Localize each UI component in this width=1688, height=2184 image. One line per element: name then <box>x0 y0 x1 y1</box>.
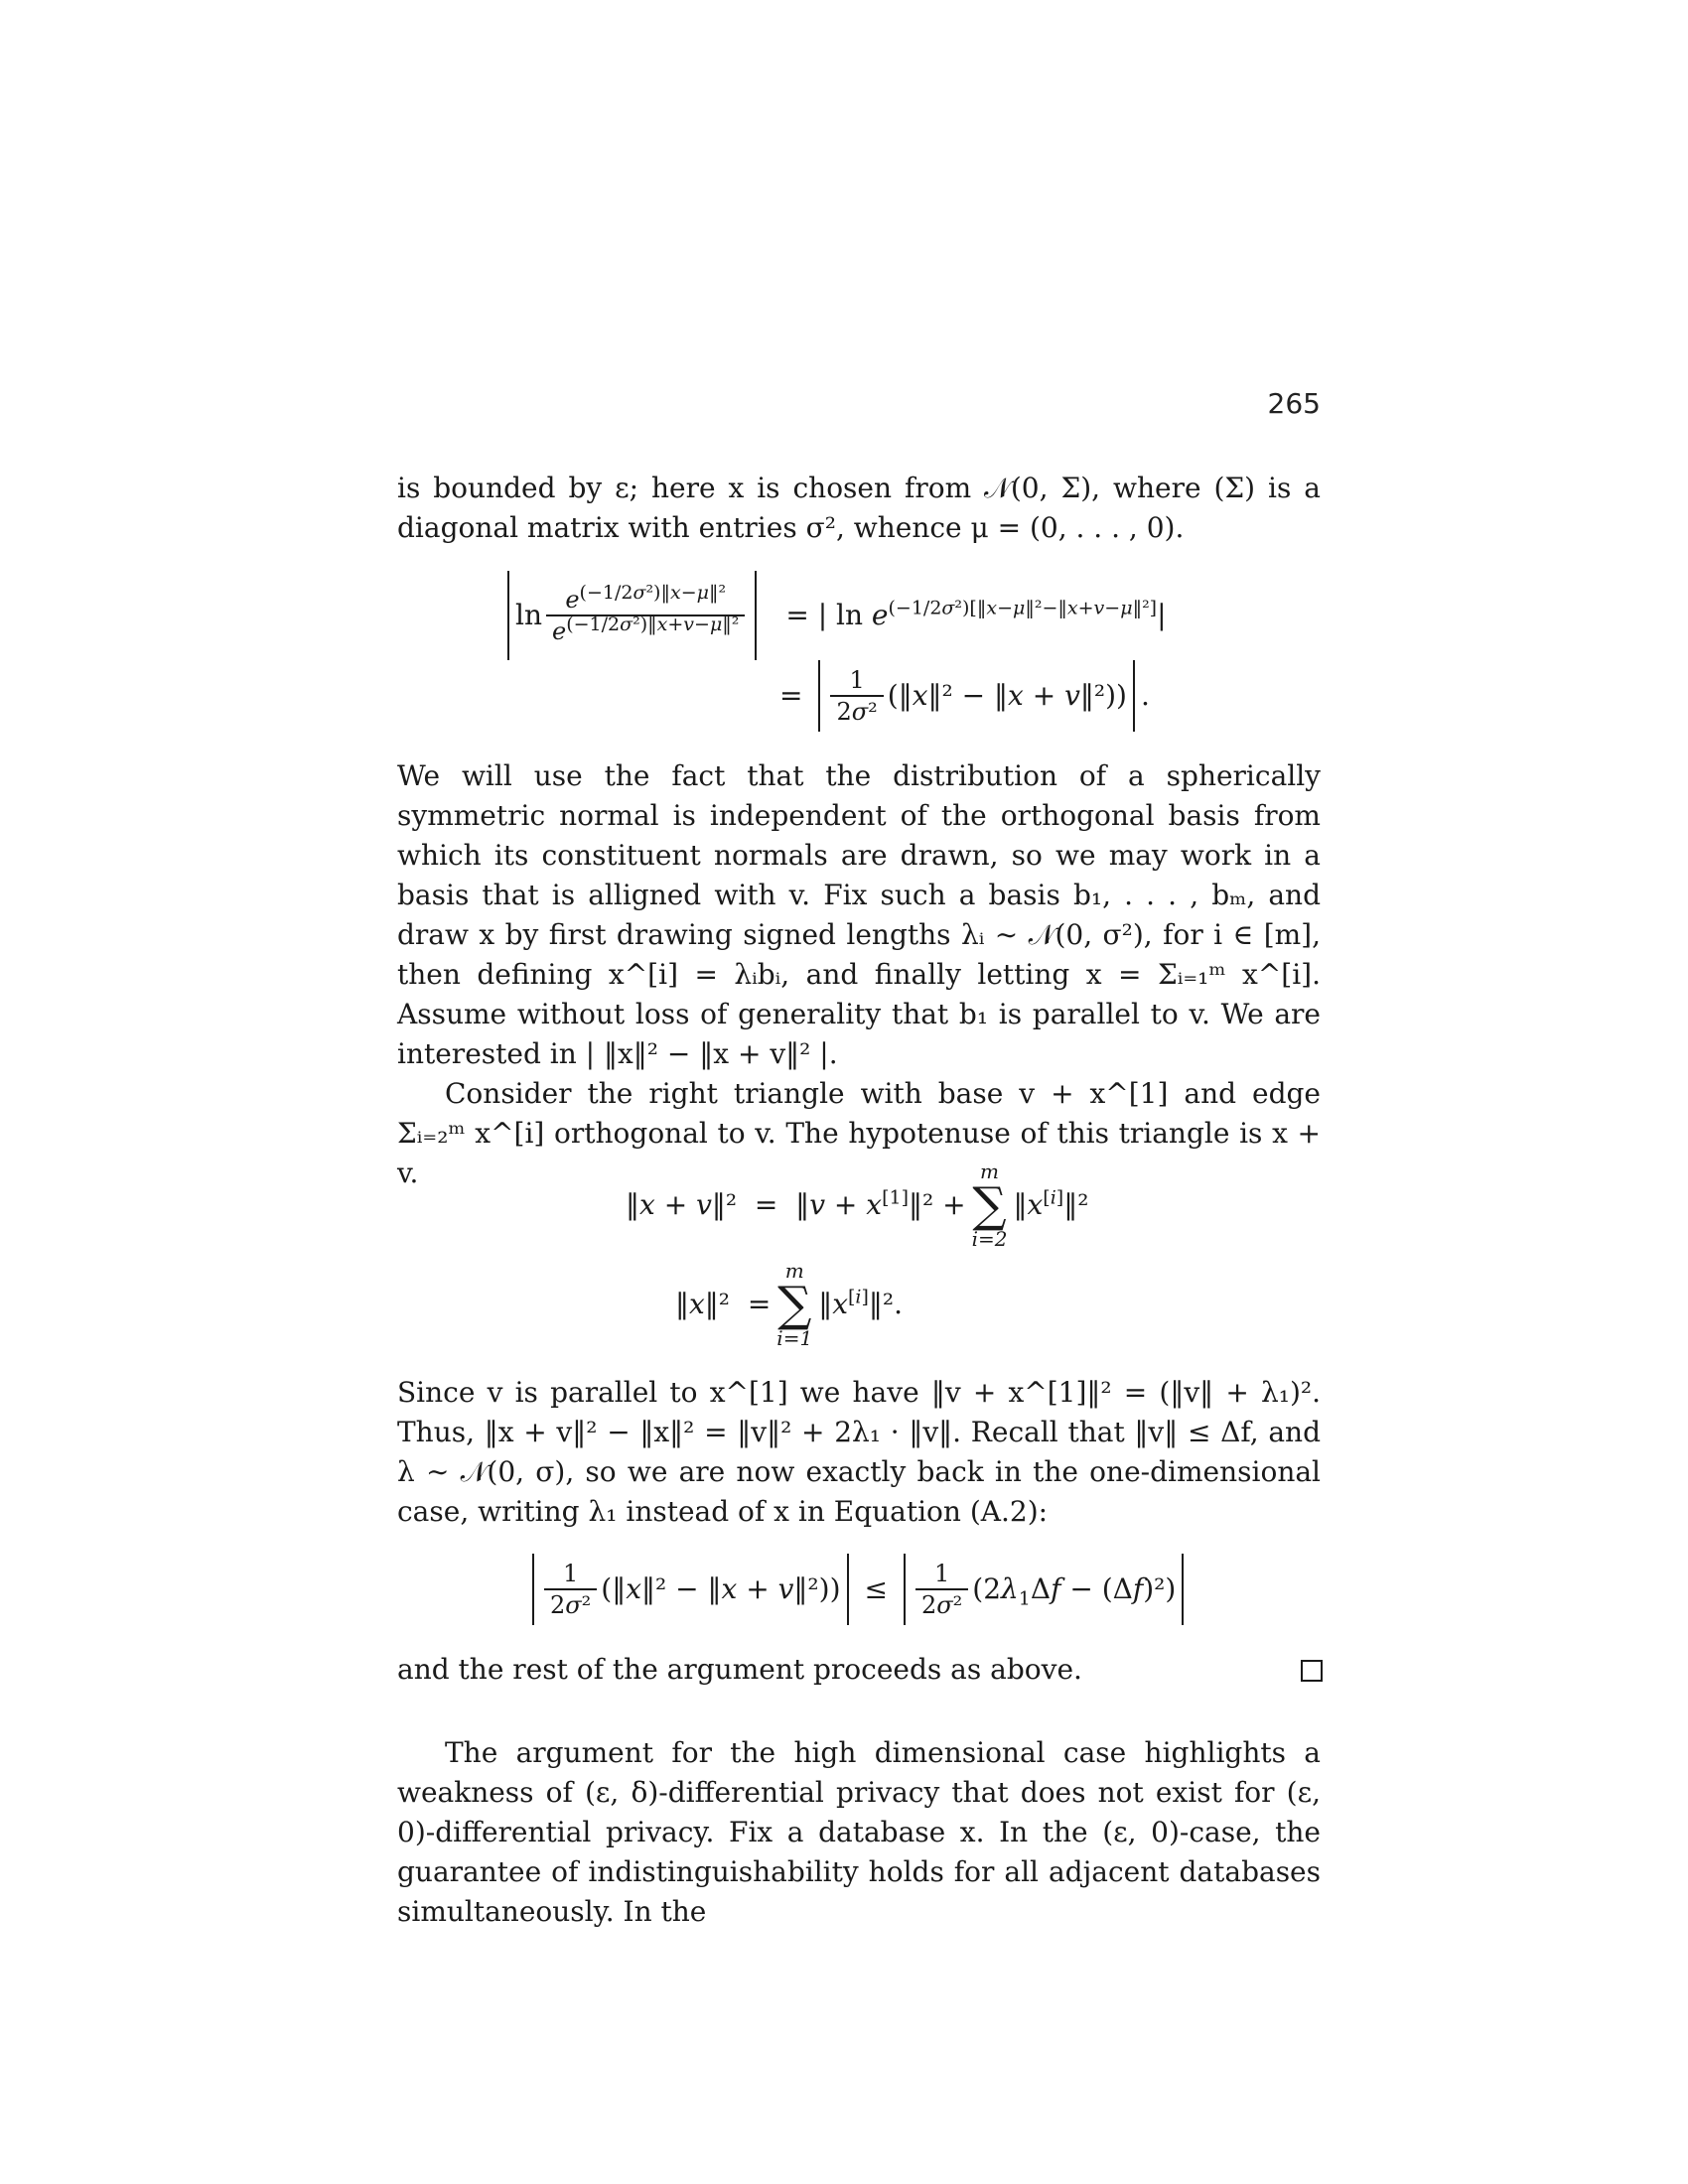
paragraph-4 <box>397 1373 1321 1532</box>
abs-bar <box>1133 660 1135 732</box>
abs-bar <box>1182 1554 1184 1625</box>
paragraph-1-text: is bounded by ε; here x is chosen from 𝒩(0, Σ), where (Σ) is a diagonal matrix with entries σ², whence μ = (0, . . . , 0). <box>397 472 1321 544</box>
equation-hypotenuse: ‖x + v‖² = ‖v + x[1]‖² + m ∑ i=2 ‖x[i]‖² <box>626 1160 1089 1251</box>
paragraph-4-text: Since v is parallel to x^[1] we have ‖v + x^[1]‖² = (‖v‖ + λ₁)². Thus, ‖x + v‖² − ‖x‖² = ‖v‖² + 2λ₁ · ‖v‖. Recall that ‖v‖ ≤ Δf, and λ ∼ 𝒩(0, σ), so we are now exactly back in the one-dimensional case, writing λ₁ instead of x in Equation (A.2): <box>397 1376 1321 1528</box>
paragraph-6-text: The argument for the high dimensional case highlights a weakness of (ε, δ)-differential privacy that does not exist for (ε, 0)-differential privacy. Fix a database x. In the (ε, 0)-case, the guarantee of indistinguishability holds for all adjacent databases simultaneously. In the <box>397 1736 1321 1928</box>
abs-bar <box>847 1554 849 1625</box>
abs-bar <box>904 1554 906 1625</box>
fraction: $\frac{1}{\text{2σ²}}$ <box>915 1562 968 1617</box>
equation-inequality: $\frac{1}{\text{2σ²}}$ (‖x‖² − ‖x + v‖²)) ≤ $\frac{1}{\text{2σ²}}$ $(2\lambda_1\Delta f - (\Delta f)^2)$ <box>526 1554 1190 1625</box>
abs-bar <box>507 571 509 660</box>
paragraph-3-text: Consider the right triangle with base v + x^[1] and edge Σᵢ₌₂ᵐ x^[i] orthogonal to v. The hypotenuse of this triangle is x + v. <box>397 1077 1321 1189</box>
equation-log-ratio: ln $\frac{e^{(-1/2\sigma^2)‖x-\mu‖^2}}{e^{(-1/2\sigma^2)‖x+v-\mu‖^2}}$ = | $\ln e^{(-1/2\sigma^2)[‖x-\mu‖^2-‖x+v-\mu‖^2]}|$ <box>501 571 1167 660</box>
paragraph-2-text: We will use the fact that the distribution of a spherically symmetric normal is independent of the orthogonal basis from which its constituent normals are drawn, so we may work in a basis that is alligned with v. Fix such a basis b₁, . . . , bₘ, and draw x by first drawing signed lengths λᵢ ∼ 𝒩(0, σ²), for i ∈ [m], then defining x^[i] = λᵢbᵢ, and finally letting x = Σᵢ₌₁ᵐ x^[i]. Assume without loss of generality that b₁ is parallel to v. We are interested in | ‖x‖² − ‖x + v‖² |. <box>397 759 1321 1070</box>
paragraph-5 <box>397 1650 1321 1690</box>
qed-box-icon <box>1301 1660 1323 1682</box>
abs-bar <box>532 1554 534 1625</box>
sum-symbol: m ∑ i=1 <box>776 1259 813 1350</box>
fraction: $\frac{1}{\text{2σ²}}$ <box>830 668 883 724</box>
sum-symbol: m ∑ i=2 <box>971 1160 1008 1251</box>
equation-log-ratio-line2: = $\frac{1}{\text{2σ²}}$ (‖x‖² − ‖x + v‖²)) . <box>779 660 1150 732</box>
equation-norm-sum: ‖x‖² = m ∑ i=1 ‖x[i]‖². <box>675 1259 904 1350</box>
paragraph-1 <box>397 469 1321 548</box>
paragraph-5-text: and the rest of the argument proceeds as above. <box>397 1653 1082 1686</box>
abs-bar <box>818 660 820 732</box>
fraction: $\frac{1}{\text{2σ²}}$ <box>544 1562 597 1617</box>
paragraph-6 <box>397 1733 1321 1932</box>
page-number: 265 <box>1267 387 1321 420</box>
paragraph-2 <box>397 756 1321 1193</box>
abs-bar <box>755 571 757 660</box>
fraction: $\frac{e^{(-1/2\sigma^2)‖x-\mu‖^2}}{e^{(-1/2\sigma^2)‖x+v-\mu‖^2}}$ <box>546 588 745 643</box>
